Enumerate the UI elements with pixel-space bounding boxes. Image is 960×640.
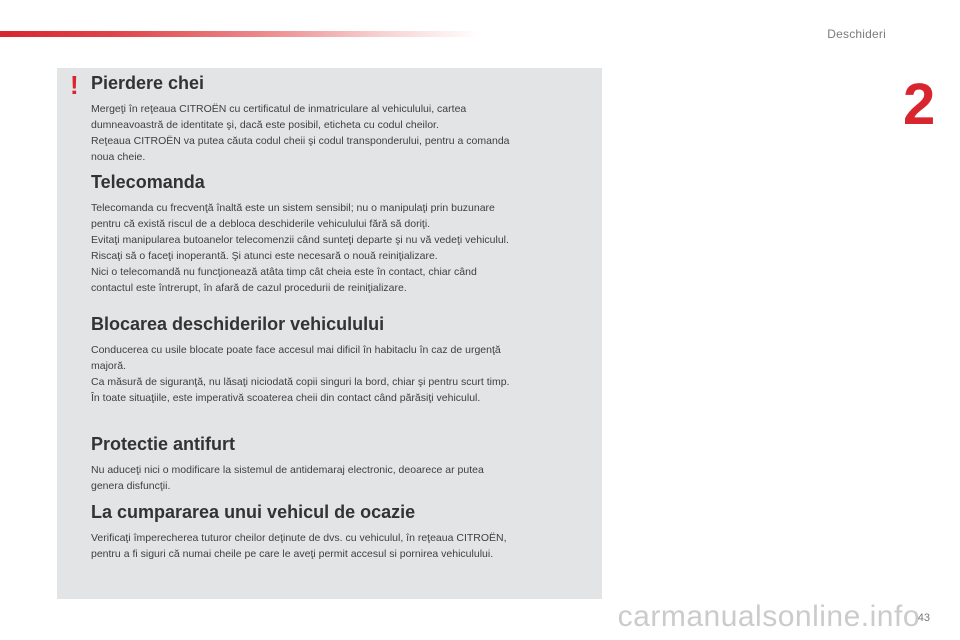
section-title: La cumpararea unui vehicul de ocazie: [91, 502, 416, 522]
section-title: Blocarea deschiderilor vehiculului: [91, 314, 385, 334]
section-remote-control: [91, 172, 591, 296]
watermark: carmanualsonline.info: [617, 600, 920, 633]
section-door-locking: [91, 314, 591, 406]
chapter-name: Deschideri: [827, 27, 886, 41]
section-anti-theft: [91, 434, 591, 494]
page-number: 43: [917, 612, 930, 624]
warning-icon: !: [70, 70, 79, 100]
section-title: Protectie antifurt: [91, 434, 236, 454]
section-title: Pierdere chei: [91, 73, 205, 93]
section-used-vehicle: [91, 502, 591, 562]
section-body: Mergeţi în reţeaua CITROËN cu certificatul de inmatriculare al vehiculului, cartea dumneavoastră de identitate şi, dacă este posibil, eticheta cu codul cheilor. Reţeaua CITROËN va putea căuta codul cheii şi codul transponderului, pentru a comanda noua cheie.: [91, 102, 510, 163]
section-title: Telecomanda: [91, 172, 205, 192]
section-lost-keys: [91, 73, 591, 165]
section-body: Verificaţi împerecherea tuturor cheilor deţinute de dvs. cu vehiculul, în reţeaua CITROËN, pentru a fi siguri că numai cheile pe care le aveţi permit accesul si pornirea vehiculului.: [91, 531, 507, 560]
chapter-number: 2: [903, 72, 936, 137]
section-body: Telecomanda cu frecvenţă înaltă este un sistem sensibil; nu o manipulaţi prin buzunare pentru că există riscul de a debloca deschiderile vehiculului fără să doriţi. Evitaţi manipularea butoanelor telecomenzii când sunteţi departe şi nu vă vedeţi vehiculul. Riscaţi să o faceţi inoperantă. Şi atunci este necesară o nouă reiniţializare. Nici o telecomandă nu funcţionează atâta timp cât cheia este în contact, chiar când contactul este întrerupt, în afară de cazul procedurii de reiniţializare.: [91, 201, 509, 294]
section-body: Conducerea cu usile blocate poate face accesul mai dificil în habitaclu în caz de urgenţă majoră. Ca măsură de siguranţă, nu lăsaţi niciodată copii singuri la bord, chiar şi pentru scurt timp. În toate situaţiile, este imperativă scoaterea cheii din contact când părăsiţi vehiculul.: [91, 343, 510, 404]
header-accent-bar: [0, 31, 480, 37]
section-body: Nu aduceţi nici o modificare la sistemul de antidemaraj electronic, deoarece ar putea genera disfuncţii.: [91, 463, 484, 492]
